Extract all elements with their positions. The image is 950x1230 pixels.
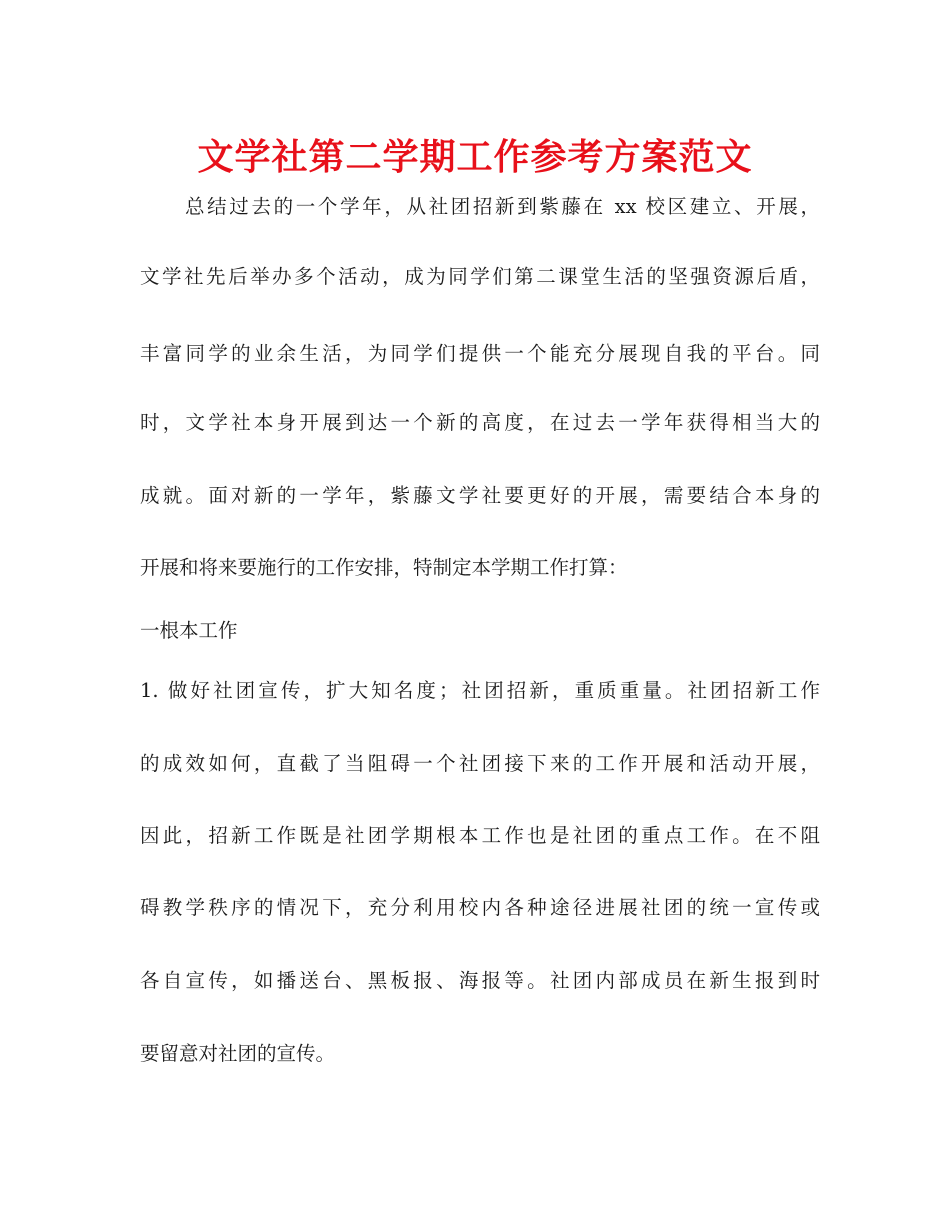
item-line: 的成效如何，直截了当阻碍一个社团接下来的工作开展和活动开展， xyxy=(140,752,820,775)
section-heading: 一根本工作 xyxy=(140,619,238,642)
document-title: 文学社第二学期工作参考方案范文 xyxy=(197,137,753,178)
intro-line: 成就。面对新的一学年，紫藤文学社要更好的开展，需要结合本身的 xyxy=(140,484,820,507)
item-line: 要留意对社团的宣传。 xyxy=(140,1042,336,1065)
intro-line: 文学社先后举办多个活动，成为同学们第二课堂生活的坚强资源后盾， xyxy=(140,265,820,288)
intro-line: 丰富同学的业余生活，为同学们提供一个能充分展现自我的平台。同 xyxy=(140,342,820,365)
intro-line: 总结过去的一个学年，从社团招新到紫藤在 xx 校区建立、开展， xyxy=(185,195,820,218)
item-line: 碍教学秩序的情况下，充分利用校内各种途径进展社团的统一宣传或 xyxy=(140,896,820,919)
item-line: 各自宣传，如播送台、黑板报、海报等。社团内部成员在新生报到时 xyxy=(140,969,820,992)
intro-line: 时，文学社本身开展到达一个新的高度，在过去一学年获得相当大的 xyxy=(140,411,820,434)
item-line: 因此，招新工作既是社团学期根本工作也是社团的重点工作。在不阻 xyxy=(140,824,820,847)
intro-line: 开展和将来要施行的工作安排，特制定本学期工作打算： xyxy=(140,556,628,579)
item-line: 1. 做好社团宣传，扩大知名度；社团招新，重质重量。社团招新工作 xyxy=(140,679,820,702)
